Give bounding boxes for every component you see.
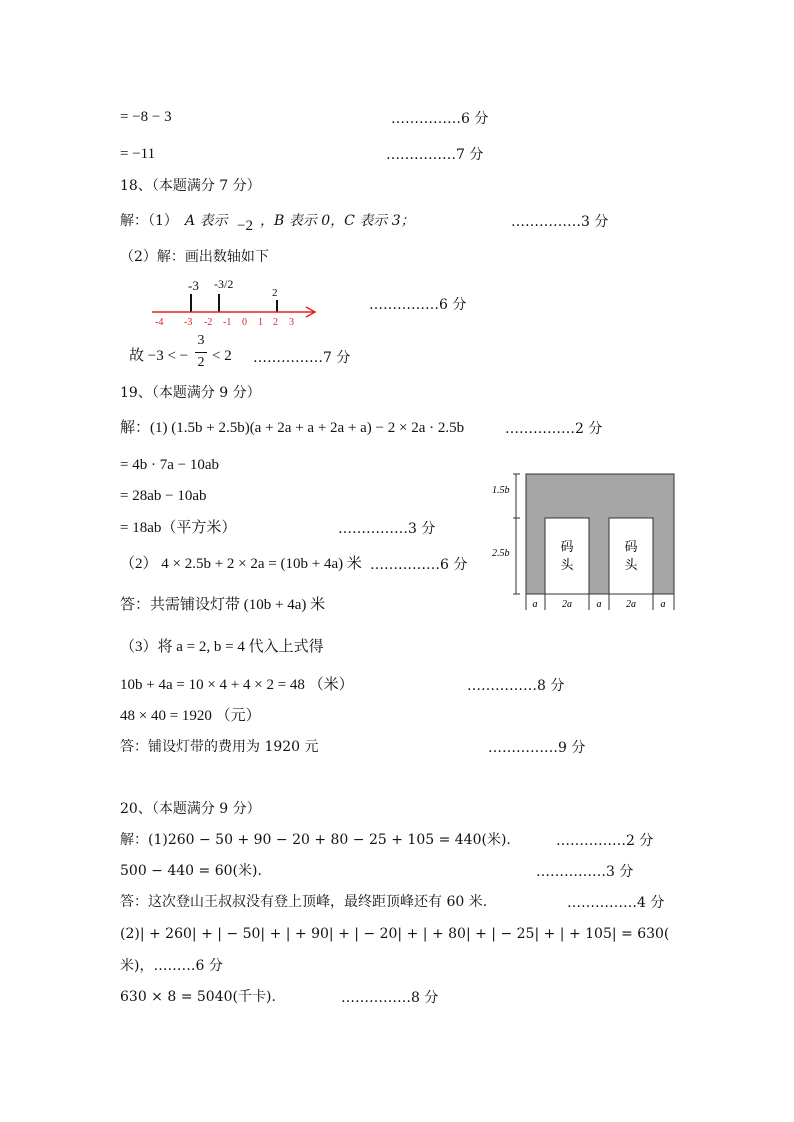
score-8-b: ……………8 分 [341,990,439,1006]
tick-neg4: -4 [155,317,164,328]
numberline-label-neg3: -3 [188,278,199,293]
width-2a-1: 2a [562,599,572,610]
q19-part3: （3）将 a = 2, b = 4 代入上式得 [120,639,324,655]
dock-figure [486,468,678,614]
q20-answer: 答：这次登山王叔叔没有登上顶峰，最终距顶峰还有 60 米. [120,894,488,910]
q19-answer2: 答：共需铺设灯带 (10b + 4a) 米 [120,597,326,613]
width-a-3: a [660,599,666,610]
numberline-label-neg3-2: -3/2 [214,277,234,291]
numberline-label-2: 2 [272,287,278,299]
q19-calc2: 48 × 40 = 1920 （元） [120,708,261,724]
number-line [140,270,325,332]
q18-part1-prefix: 解：（1） [120,213,178,229]
tick-neg1: -1 [223,317,232,328]
q19-part2: （2） 4 × 2.5b + 2 × 2a = (10b + 4a) 米 [120,556,362,572]
tick-1: 1 [258,317,263,328]
score-7-a: ……………7 分 [386,147,484,163]
score-9-a: ……………9 分 [488,740,586,756]
dim-label-2-5b: 2.5b [492,548,510,559]
dock-left-char-2: 头 [560,557,574,572]
q19-step2: = 28ab − 10ab [120,488,207,504]
dock-right [609,518,653,594]
q20-part1: 解：(1)260 − 50 + 90 − 20 + 80 − 25 + 105 = 440(米). [120,832,511,848]
width-a-2: a [596,599,602,610]
q18-part1-a: A 表示 [185,213,228,229]
q18-conclusion-right: < 2 [212,348,232,364]
q18-part2: （2）解：画出数轴如下 [120,249,269,265]
score-2-b: ……………2 分 [556,833,654,849]
fraction-numerator: 3 [197,333,205,348]
q18-part1-rest: ，B 表示 0，C 表示 3； [260,213,415,229]
score-3-c: ……………3 分 [536,864,634,880]
dim-label-1-5b: 1.5b [492,485,510,496]
score-6-a: ……………6 分 [391,111,489,127]
q20-title: 20、（本题满分 9 分） [120,801,261,817]
score-2-a: ……………2 分 [505,421,603,437]
q19-step3: = 18ab（平方米） [120,520,237,536]
score-6-b: ……………6 分 [369,297,467,313]
score-3-a: ……………3 分 [511,214,609,230]
q20-calories: 630 × 8 = 5040(千卡). [120,989,276,1005]
dock-left-char-1: 码 [560,539,574,554]
score-3-b: ……………3 分 [338,521,436,537]
dock-left [545,518,589,594]
tick-3: 3 [289,317,294,328]
width-a-1: a [532,599,538,610]
fraction-denominator: 2 [197,355,205,370]
score-4-a: ……………4 分 [567,895,665,911]
q20-part2: (2)| + 260| + | − 50| + | + 90| + | − 20| + | + 80| + | − 25| + | + 105| = 630( [120,926,670,942]
width-2a-2: 2a [626,599,636,610]
q18-conclusion-left: 故 −3 < − [129,348,189,364]
dock-right-char-1: 码 [624,539,638,554]
q19-calc1: 10b + 4a = 10 × 4 + 4 × 2 = 48 （米） [120,677,354,693]
score-8-a: ……………8 分 [467,678,565,694]
score-7-b: ……………7 分 [253,350,351,366]
q18-title: 18、（本题满分 7 分） [120,178,261,194]
score-6-c: ……………6 分 [370,557,468,573]
q19-answer3: 答：铺设灯带的费用为 1920 元 [120,739,319,755]
q20-part1-b: 500 − 440 = 60(米). [120,863,262,879]
q20-part2-cont: 米)，………6 分 [120,958,223,974]
q19-title: 19、（本题满分 9 分） [120,385,261,401]
tick-neg3: -3 [184,317,193,328]
tick-neg2: -2 [204,317,213,328]
dock-right-char-2: 头 [624,557,638,572]
line-eq-1: = −8 − 3 [120,109,172,125]
line-eq-2: = −11 [120,146,156,162]
q18-part1-val: −2 [237,218,253,234]
q19-step1: = 4b · 7a − 10ab [120,457,219,473]
fraction-bar [195,352,207,353]
tick-2: 2 [273,317,278,328]
tick-0: 0 [242,317,247,328]
q19-part1: 解：(1) (1.5b + 2.5b)(a + 2a + a + 2a + a) − 2 × 2a · 2.5b [120,420,465,436]
